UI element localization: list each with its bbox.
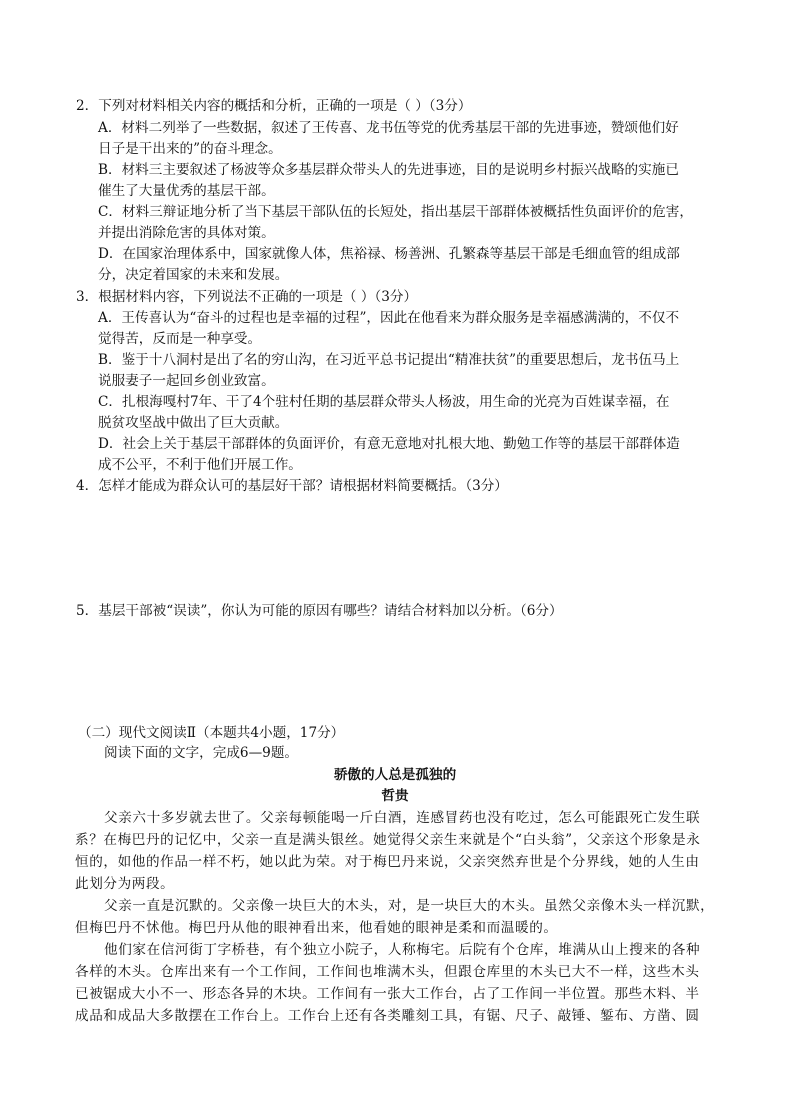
question-5-stem: 5．基层干部被“误读”，你认为可能的原因有哪些？请结合材料加以分析。（6分） (76, 603, 563, 619)
question-3-option-c: C．扎根海嘎村7年、干了4个驻村任期的基层群众带头人杨波，用生命的光亮为百姓谋幸福，在 (98, 394, 670, 410)
question-3-option-b: B．鉴于十八洞村是出了名的穷山沟，在习近平总书记提出“精准扶贫”的重要思想后，龙书伍马上 (98, 352, 680, 368)
section-instruction: 阅读下面的文字，完成6—9题。 (104, 745, 299, 761)
question-2-option-c: C．材料三辩证地分析了当下基层干部队伍的长短处，指出基层干部群体被概括性负面评价的危害， (98, 204, 693, 220)
question-2-option-a-cont: 日子是干出来的”的奋斗理念。 (98, 141, 282, 157)
passage-title: 骄傲的人总是孤独的 (333, 767, 457, 783)
question-2-stem: 2．下列对材料相关内容的概括和分析，正确的一项是（ ）（3分） (76, 98, 472, 114)
question-3-stem: 3．根据材料内容，下列说法不正确的一项是（ ）（3分） (76, 289, 418, 305)
passage-line: 系？在梅巴丹的记忆中，父亲一直是满头银丝。她觉得父亲生来就是个“白头翁”，父亲这个形象是永 (75, 832, 701, 848)
question-2-option-a: A．材料二列举了一些数据，叙述了王传喜、龙书伍等党的优秀基层干部的先进事迹，赞颂他们好 (98, 120, 679, 136)
question-2-option-c-cont: 并提出消除危害的具体对策。 (98, 225, 275, 241)
passage-line: 他们家在信河街丁字桥巷，有个独立小院子，人称梅宅。后院有个仓库，堆满从山上搜来的各种 (104, 942, 701, 958)
question-3-option-d: D．社会上关于基层干部群体的负面评价，有意无意地对扎根大地、勤勉工作等的基层干部群体造 (98, 436, 680, 452)
question-3-option-c-cont: 脱贫攻坚战中做出了巨大贡献。 (98, 415, 289, 431)
passage-line: 各样的木头。仓库出来有一个工作间，工作间也堆满木头，但跟仓库里的木头已大不一样，这些木头 (75, 964, 700, 980)
passage-line: 恒的，如他的作品一样不朽，她以此为荣。对于梅巴丹来说，父亲突然弃世是个分界线，她的人生由 (75, 854, 700, 870)
question-2-option-b: B．材料三主要叙述了杨波等众多基层群众带头人的先进事迹，目的是说明乡村振兴战略的实施已 (98, 162, 679, 178)
question-2-option-b-cont: 催生了大量优秀的基层干部。 (98, 183, 275, 199)
passage-line: 父亲一直是沉默的。父亲像一块巨大的木头，对，是一块巨大的木头。虽然父亲像木头一样沉默， (104, 898, 715, 914)
question-3-option-a: A．王传喜认为“奋斗的过程也是幸福的过程”，因此在他看来为群众服务是幸福感满满的，不仅不 (98, 310, 680, 326)
passage-author: 哲贵 (381, 788, 409, 804)
passage-line: 父亲六十多岁就去世了。父亲每顿能喝一斤白酒，连感冒药也没有吃过，怎么可能跟死亡发生联 (104, 810, 701, 826)
question-3-option-d-cont: 成不公平，不利于他们开展工作。 (98, 457, 302, 473)
section-heading: （二）现代文阅读Ⅱ（本题共4小题，17分） (78, 725, 345, 741)
passage-line: 成品和成品大多散摆在工作台上。工作台上还有各类雕刻工具，有锯、尺子、敲锤、錾布、方凿、圆 (75, 1008, 700, 1024)
question-3-option-a-cont: 觉得苦，反而是一种享受。 (98, 331, 262, 347)
passage-line: 此划分为两段。 (75, 876, 175, 892)
question-4-stem: 4．怎样才能成为群众认可的基层好干部？请根据材料简要概括。（3分） (76, 478, 508, 494)
question-3-option-b-cont: 说服妻子一起回乡创业致富。 (98, 373, 275, 389)
question-2-option-d: D．在国家治理体系中，国家就像人体，焦裕禄、杨善洲、孔繁森等基层干部是毛细血管的组成部 (98, 246, 680, 262)
passage-line: 已被锯成大小不一、形态各异的木块。工作间有一张大工作台，占了工作间一半位置。那些木料、半 (75, 986, 700, 1002)
question-2-option-d-cont: 分，决定着国家的未来和发展。 (98, 267, 289, 283)
passage-line: 但梅巴丹不怵他。梅巴丹从他的眼神看出来，他看她的眼神是柔和而温暖的。 (75, 920, 558, 936)
